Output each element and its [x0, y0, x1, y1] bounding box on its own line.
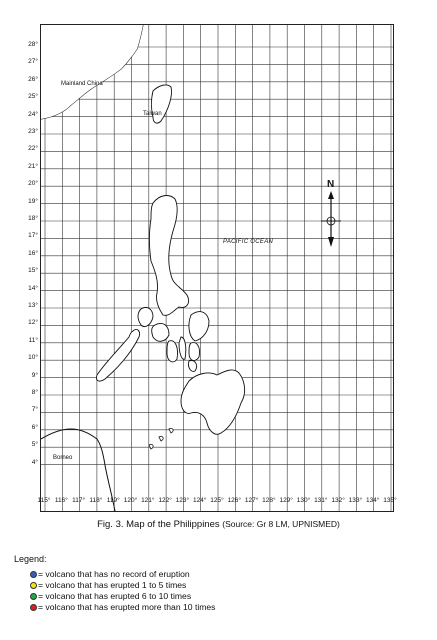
- legend-item-1-to-5: [30, 580, 186, 590]
- legend-label: = volcano that has erupted more than 10 times: [38, 602, 216, 612]
- longitude-label: 135°: [383, 497, 397, 504]
- luzon-island: [150, 196, 189, 316]
- latitude-label: 25°: [28, 93, 38, 101]
- red-volcano-marker: [30, 604, 37, 611]
- longitude-label: 133°: [348, 497, 363, 504]
- latitude-label: 20°: [28, 180, 38, 188]
- taiwan-island: [152, 85, 172, 123]
- legend-item-no-record: [30, 569, 190, 579]
- yellow-volcano-marker: [30, 582, 37, 589]
- longitude-label: 127°: [244, 497, 259, 504]
- legend-item-more-than-10: [30, 602, 215, 612]
- latitude-label: 11°: [28, 336, 38, 344]
- latitude-label: 14°: [28, 284, 38, 292]
- longitude-label: 119°: [106, 497, 120, 504]
- north-letter: N: [327, 179, 335, 190]
- label-pacific-ocean: PACIFIC OCEAN: [223, 239, 274, 245]
- caption-source: (Source: Gr 8 LM, UPNISMED): [222, 519, 340, 529]
- label-borneo: Borneo: [53, 455, 73, 461]
- longitude-label: 117°: [72, 497, 86, 504]
- north-arrow: [321, 179, 341, 247]
- latitude-label: 22°: [28, 145, 38, 153]
- china-land: [41, 25, 143, 119]
- latitude-label: 8°: [31, 389, 38, 396]
- latitude-label: 19°: [28, 197, 38, 205]
- longitude-label: 128°: [262, 497, 276, 504]
- figure-caption: [0, 519, 437, 530]
- latitude-label: 15°: [28, 267, 38, 275]
- latitude-label: 26°: [28, 75, 38, 83]
- latitude-label: 6°: [31, 423, 38, 431]
- longitude-label: 130°: [296, 497, 311, 504]
- latitude-label: 21°: [28, 162, 38, 170]
- longitude-label: 118°: [89, 497, 103, 504]
- latitude-label: 12°: [28, 319, 38, 327]
- label-taiwan: Taiwan: [143, 111, 162, 117]
- longitude-label: 122°: [158, 497, 172, 504]
- map-frame: [40, 24, 394, 512]
- latitude-label: 9°: [31, 371, 38, 379]
- latitude-label: 27°: [28, 58, 38, 66]
- legend-label: = volcano that has erupted 6 to 10 times: [38, 591, 192, 601]
- label-mainland-china: Mainland China: [61, 81, 103, 87]
- blue-volcano-marker: [30, 571, 37, 578]
- longitude-label: 120°: [123, 497, 138, 504]
- caption-text: Fig. 3. Map of the Philippines: [97, 519, 220, 530]
- lat-lon-grid: [41, 25, 393, 511]
- longitude-label: 124°: [192, 497, 207, 504]
- latitude-label: 17°: [28, 232, 38, 240]
- longitude-label: 134°: [365, 497, 380, 504]
- legend-label: = volcano that has no record of eruption: [38, 569, 190, 579]
- latitude-label: 28°: [28, 41, 38, 48]
- latitude-label: 7°: [31, 406, 38, 414]
- latitude-label: 24°: [28, 110, 38, 118]
- latitude-label: 10°: [28, 354, 38, 362]
- latitude-label: 16°: [28, 249, 38, 257]
- longitude-label: 125°: [210, 497, 224, 504]
- longitude-label: 121°: [141, 497, 155, 504]
- legend-label: = volcano that has erupted 1 to 5 times: [38, 580, 187, 590]
- latitude-label: 4°: [31, 458, 38, 466]
- longitude-label: 129°: [279, 497, 293, 504]
- longitude-label: 123°: [175, 497, 190, 504]
- sulu-archipelago: [149, 428, 173, 449]
- north-arrow-tail: [328, 237, 334, 247]
- latitude-label: 5°: [31, 441, 38, 449]
- green-volcano-marker: [30, 593, 37, 600]
- longitude-label: 116°: [54, 497, 68, 504]
- longitude-label: 131°: [314, 497, 328, 504]
- mindoro-island: [138, 307, 153, 326]
- samar-leyte-islands: [189, 312, 209, 361]
- longitude-label: 115°: [37, 497, 51, 504]
- north-arrow-head: [328, 191, 334, 199]
- longitude-label: 126°: [227, 497, 242, 504]
- latitude-label: 23°: [28, 128, 38, 135]
- latitude-label: 13°: [28, 302, 38, 309]
- latitude-label: 18°: [28, 215, 38, 222]
- longitude-label: 132°: [331, 497, 345, 504]
- legend-title: Legend:: [14, 554, 47, 564]
- palawan-island: [96, 329, 139, 381]
- philippines-map: [41, 25, 393, 511]
- legend-item-6-to-10: [30, 591, 191, 601]
